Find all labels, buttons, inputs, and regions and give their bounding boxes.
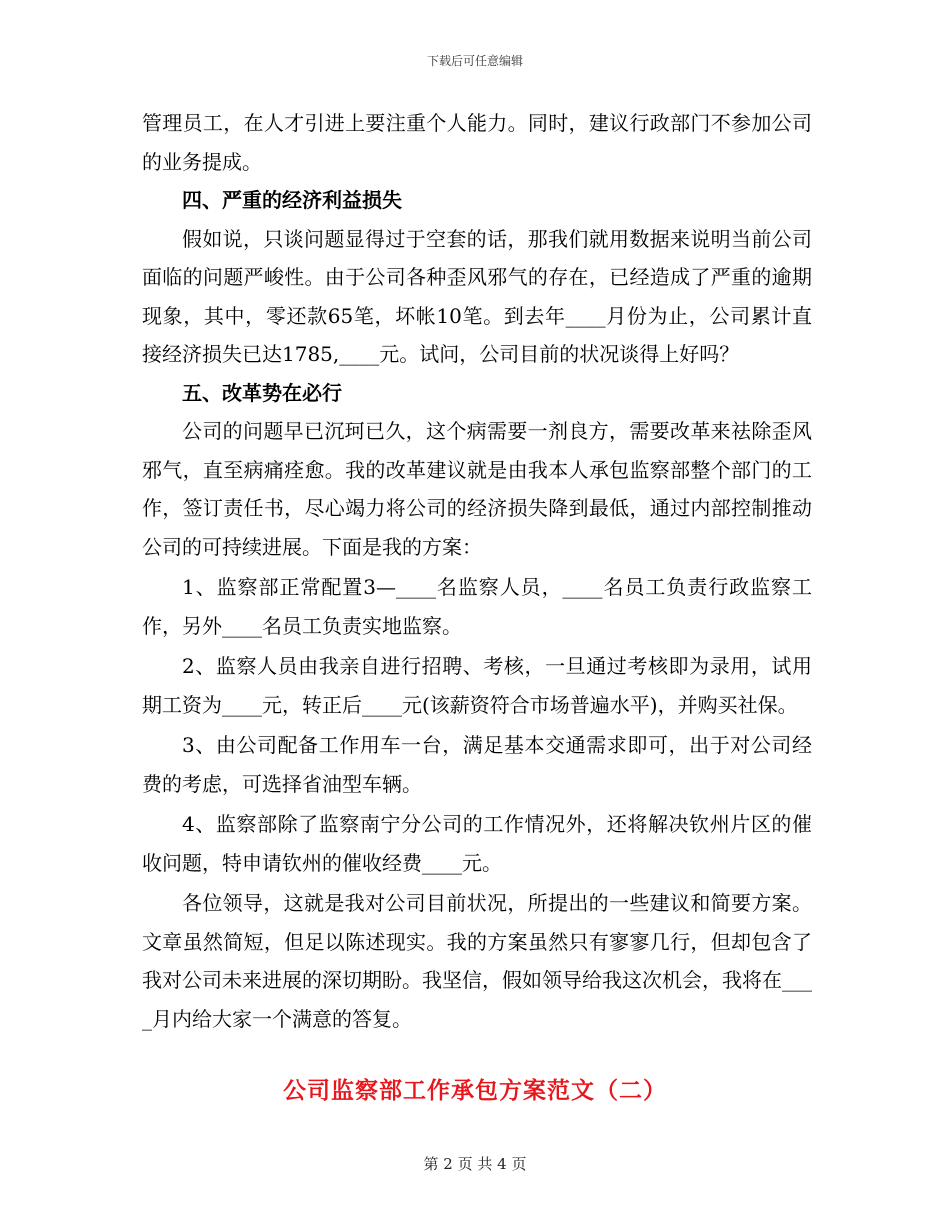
document-body xyxy=(142,104,812,1038)
plan-item-3: 3、由公司配备工作用车一台，满足基本交通需求即可，出于对公司经费的考虑，可选择省油型车辆。 xyxy=(142,733,812,796)
plan-item-1: 1、监察部正常配置3—____名监察人员，____名员工负责行政监察工作，另外____名员工负责实地监察。 xyxy=(142,575,812,638)
page-number: 第 2 页 共 4 页 xyxy=(423,1155,527,1173)
page-header: 下载后可任意编辑 xyxy=(426,54,523,68)
section-heading-5: 五、改革势在必行 xyxy=(182,380,342,405)
paragraph-reform: 公司的问题早已沉珂已久，这个病需要一剂良方，需要改革来祛除歪风邪气，直至病痛痊愈。我的改革建议就是由我本人承包监察部整个部门的工作，签订责任书，尽心竭力将公司的经济损失降到最低，通过内部控制推动公司的可持续进展。下面是我的方案： xyxy=(142,419,812,559)
section-heading-4: 四、严重的经济利益损失 xyxy=(182,188,402,212)
paragraph-conclusion: 各位领导，这就是我对公司目前状况，所提出的一些建议和简要方案。文章虽然简短，但足以陈述现实。我的方案虽然只有寥寥几行，但却包含了我对公司未来进展的深切期盼。我坚信，假如领导给我这次机会，我将在____月内给大家一个满意的答复。 xyxy=(142,891,812,1031)
paragraph-economic-loss: 假如说，只谈问题显得过于空套的话，那我们就用数据来说明当前公司面临的问题严峻性。由于公司各种歪风邪气的存在，已经造成了严重的逾期现象，其中，零还款65笔，坏帐10笔。到去年____月份为止，公司累计直接经济损失已达1785,____元。试问，公司目前的状况谈得上好吗？ xyxy=(142,226,812,366)
plan-item-4: 4、监察部除了监察南宁分公司的工作情况外，还将解决钦州片区的催收问题，特申请钦州的催收经费____元。 xyxy=(142,812,812,875)
section-title: 公司监察部工作承包方案范文（二） xyxy=(283,1078,667,1104)
plan-item-2: 2、监察人员由我亲自进行招聘、考核，一旦通过考核即为录用，试用期工资为____元，转正后____元(该薪资符合市场普遍水平)，并购买社保。 xyxy=(142,654,812,717)
paragraph-continuation: 管理员工，在人才引进上要注重个人能力。同时，建议行政部门不参加公司的业务提成。 xyxy=(142,111,812,174)
